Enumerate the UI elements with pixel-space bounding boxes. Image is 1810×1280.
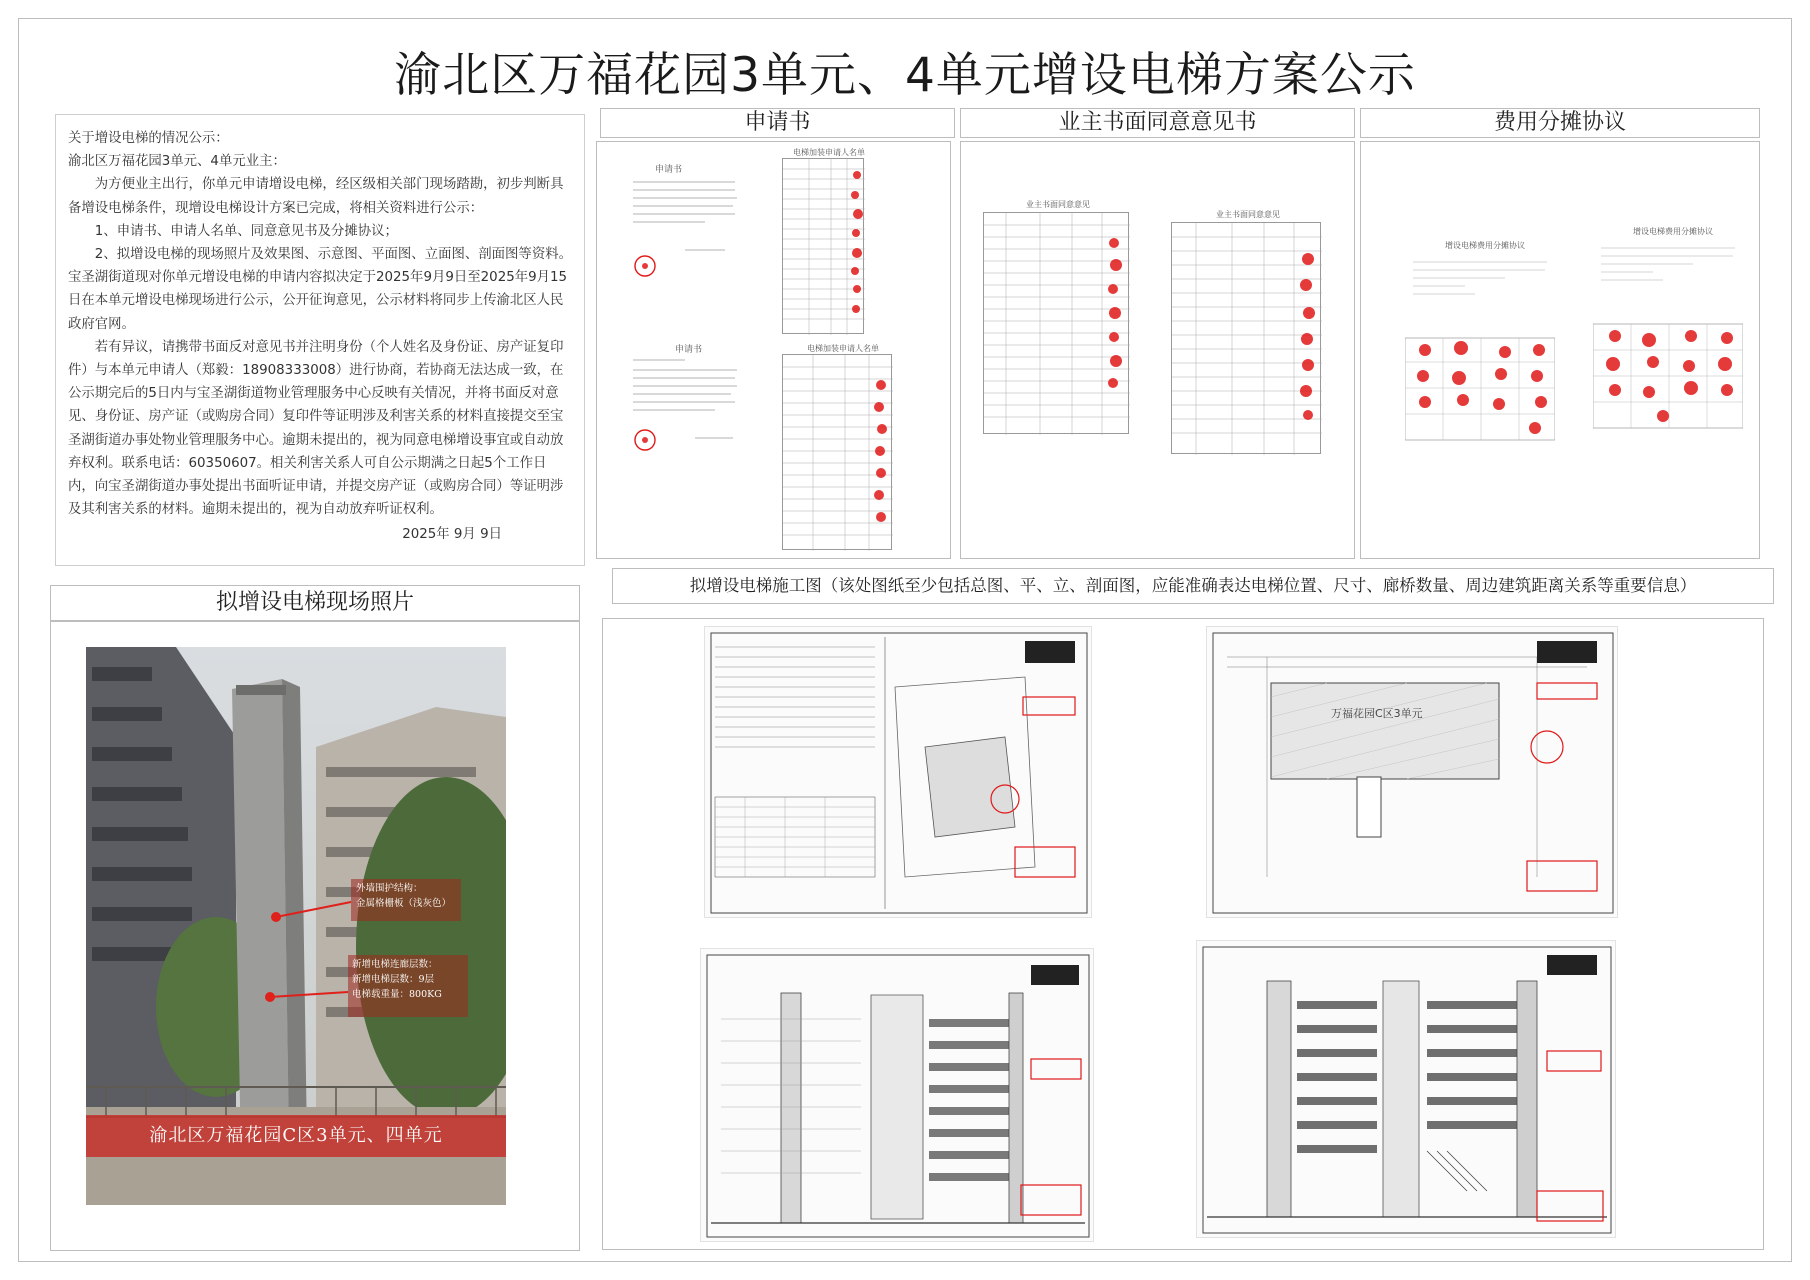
site-photo [86, 647, 506, 1205]
consent-header-label: 业主书面同意意见书 [1058, 110, 1257, 135]
drawings-header-label: 拟增设电梯施工图（该处图纸至少包括总图、平、立、剖面图，应能准确表达电梯位置、尺寸、廊桥数量、周边建筑距离关系等重要信息） [689, 576, 1697, 595]
cost-header [1360, 108, 1760, 138]
notice-date: 2025年 9月 9日 [402, 527, 502, 543]
floor-plan-overlay-text: 万福花园C区3单元 [1331, 707, 1423, 720]
floor-plan-drawing [1206, 626, 1618, 918]
application-list-2-grid [783, 355, 893, 551]
consent-panel [960, 141, 1355, 559]
elevation-1-linework [701, 949, 1095, 1243]
application-letter-1-lines [625, 158, 745, 338]
consent-form-1 [983, 200, 1129, 434]
cost-agreement-1-title: 增设电梯费用分摊协议 [1445, 241, 1525, 250]
cost-panel [1360, 141, 1760, 559]
photo-annotation-facade [356, 881, 451, 911]
notice-panel [55, 114, 585, 566]
cost-agreement-1-body [1405, 238, 1555, 448]
consent-header [960, 108, 1355, 138]
photo-caption: 渝北区万福花园C区3单元、四单元 [86, 1115, 506, 1157]
consent-form-2-grid [1172, 223, 1322, 455]
application-list-1-grid [783, 159, 865, 335]
application-list-2-title: 电梯加装申请人名单 [807, 344, 879, 353]
notice-paragraph-2: 宝圣湖街道现对你单元增设电梯的申请内容拟决定于2025年9月9日至2025年9月15日在本单元增设电梯现场进行公示，公开征询意见，公示材料将同步上传渝北区人民政府官网。 [68, 270, 568, 332]
site-plan-linework [705, 627, 1093, 919]
photo-annotation-elevator-line-2: 新增电梯层数：9层 [352, 974, 435, 985]
application-list-1 [782, 148, 865, 334]
notice-paragraph-1: 为方便业主出行，你单元申请增设电梯，经区级相关部门现场踏勘，初步判断具备增设电梯条件，现增设电梯设计方案已完成，将相关资料进行公示： [68, 177, 564, 216]
application-header [600, 108, 955, 138]
notice-paragraph-3: 若有异议，请携带书面反对意见书并注明身份（个人姓名及身份证、房产证复印件）与本单元申请人（郑毅：18908333008）进行协商，若协商无法达成一致，在公示期完后的5日内与宝圣湖街道物业管理服务中心反映有关情况，并将书面反对意见、身份证、房产证（或购房合同）复印件等证明涉及利害关系的材料直接提交至宝圣湖街道办事处物业管理服务中心。逾期未提出的，视为同意电梯增设事宜或自动放弃权利。联系电话：60350607。相关利害关系人可自公示期满之日起5个工作日内，向宝圣湖街道办事处提出书面听证申请，并提交房产证（或购房合同）等证明涉及其利害关系的材料。逾期未提出的，视为自动放弃听证权利。 [68, 339, 564, 518]
cost-agreement-2 [1593, 224, 1743, 434]
floor-plan-linework [1207, 627, 1619, 919]
application-letter-2-lines [625, 338, 745, 518]
cost-agreement-2-body [1593, 224, 1743, 434]
application-letter-2-title: 申请书 [675, 345, 703, 355]
photo-annotation-facade-line-1: 外墙围护结构： [356, 883, 423, 894]
notice-item-1: 1、申请书、申请人名单、同意意见书及分摊协议； [94, 223, 398, 239]
notice-addressee: 渝北区万福花园3单元、4单元业主： [68, 154, 286, 170]
consent-form-1-grid [984, 213, 1130, 435]
cost-agreement-2-title: 增设电梯费用分摊协议 [1633, 227, 1713, 236]
elevation-drawing-1 [700, 948, 1094, 1242]
notice-heading: 关于增设电梯的情况公示： [68, 131, 229, 146]
consent-form-2 [1171, 210, 1321, 454]
notice-item-2: 2、拟增设电梯的现场照片及效果图、示意图、平面图、立面图、剖面图等资料。 [94, 247, 572, 263]
photos-header-label: 拟增设电梯现场照片 [215, 590, 414, 615]
site-plan-drawing [704, 626, 1092, 918]
cost-agreement-1 [1405, 238, 1555, 448]
photo-annotation-elevator-line-1: 新增电梯连廊层数： [352, 959, 438, 970]
drawings-header [612, 568, 1774, 604]
application-list-1-title: 电梯加装申请人名单 [793, 148, 865, 157]
photos-header [50, 585, 580, 621]
cost-header-label: 费用分摊协议 [1493, 110, 1626, 135]
photo-annotation-facade-line-2: 金属格栅板（浅灰色） [356, 898, 452, 909]
elevation-drawing-2 [1196, 940, 1616, 1238]
application-header-label: 申请书 [744, 110, 811, 135]
elevation-2-linework [1197, 941, 1617, 1239]
photo-annotation-elevator-line-3: 电梯载重量：800KG [352, 989, 442, 1000]
page-title: 渝北区万福花园3单元、4单元增设电梯方案公示 [394, 48, 1416, 103]
photo-annotation-elevator [352, 957, 442, 1002]
application-letter-1-title: 申请书 [655, 165, 683, 175]
consent-form-1-title: 业主书面同意意见 [1026, 200, 1090, 209]
application-letter-2 [625, 338, 745, 518]
application-letter-1 [625, 158, 745, 338]
consent-form-2-title: 业主书面同意意见 [1216, 210, 1280, 219]
application-list-2 [782, 344, 892, 550]
application-panel [596, 141, 951, 559]
